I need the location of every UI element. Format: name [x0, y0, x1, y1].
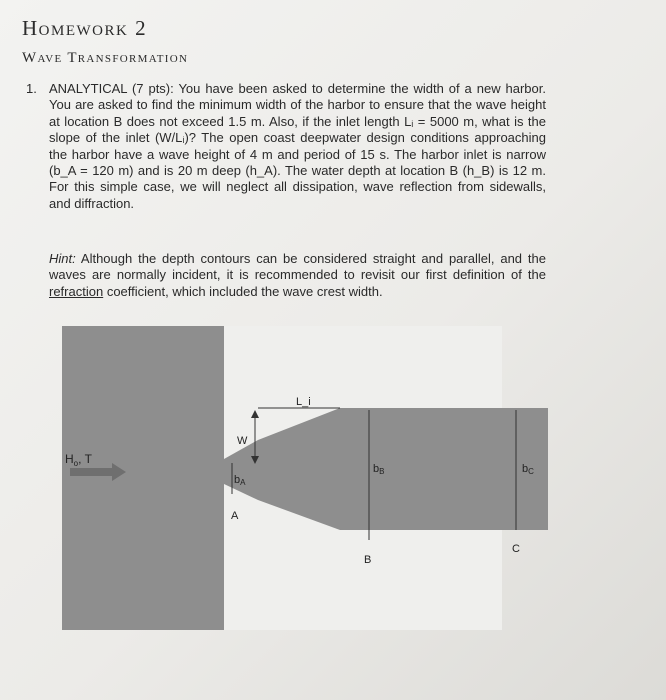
hint-label: Hint: — [49, 251, 76, 266]
problem-text: ANALYTICAL (7 pts): You have been asked to determine the width of a new harbor. You are asked to find the minimum width of the harbor to ensure that the wave height at location B does not exceed 1.5 m. Also, if the inlet length Lᵢ = 5000 m, what is the slope of the inlet (W/Lᵢ)? The open coast deepwater design conditions approaching the harbor have a wave height of 4 m and period of 15 s. The harbor inlet is narrow (b_A = 120 m) and is 20 m deep (h_A). The water depth at location B (h_B) is 12 m. For this simple case, we will neglect all dissipation, wave reflection from sidewalls, and diffraction. — [49, 81, 546, 211]
c-label: C — [512, 543, 520, 555]
hint-link-word: refraction — [49, 283, 104, 299]
bc-label: bC — [522, 463, 534, 476]
hint-text-after: coefficient, which included the wave crest width. — [103, 283, 383, 299]
bb-label: bB — [373, 463, 385, 476]
section-title: Wave Transformation — [22, 50, 189, 66]
a-label: A — [231, 510, 239, 522]
ba-label: bA — [234, 474, 246, 487]
w-label: W — [237, 435, 248, 447]
wave-arrow-shaft — [70, 468, 112, 476]
wave-label: $H_o$, T — [65, 452, 92, 468]
page-title: Homework 2 — [22, 16, 148, 40]
li-label: L_i — [296, 396, 311, 408]
open-sea — [62, 326, 224, 630]
problem-number: 1. — [26, 81, 37, 96]
hint-text-before: Although the depth contours can be considered straight and parallel, and the waves are normally incident, it is recommended to revisit our first definition of the — [49, 251, 546, 283]
b-label: B — [364, 554, 372, 566]
